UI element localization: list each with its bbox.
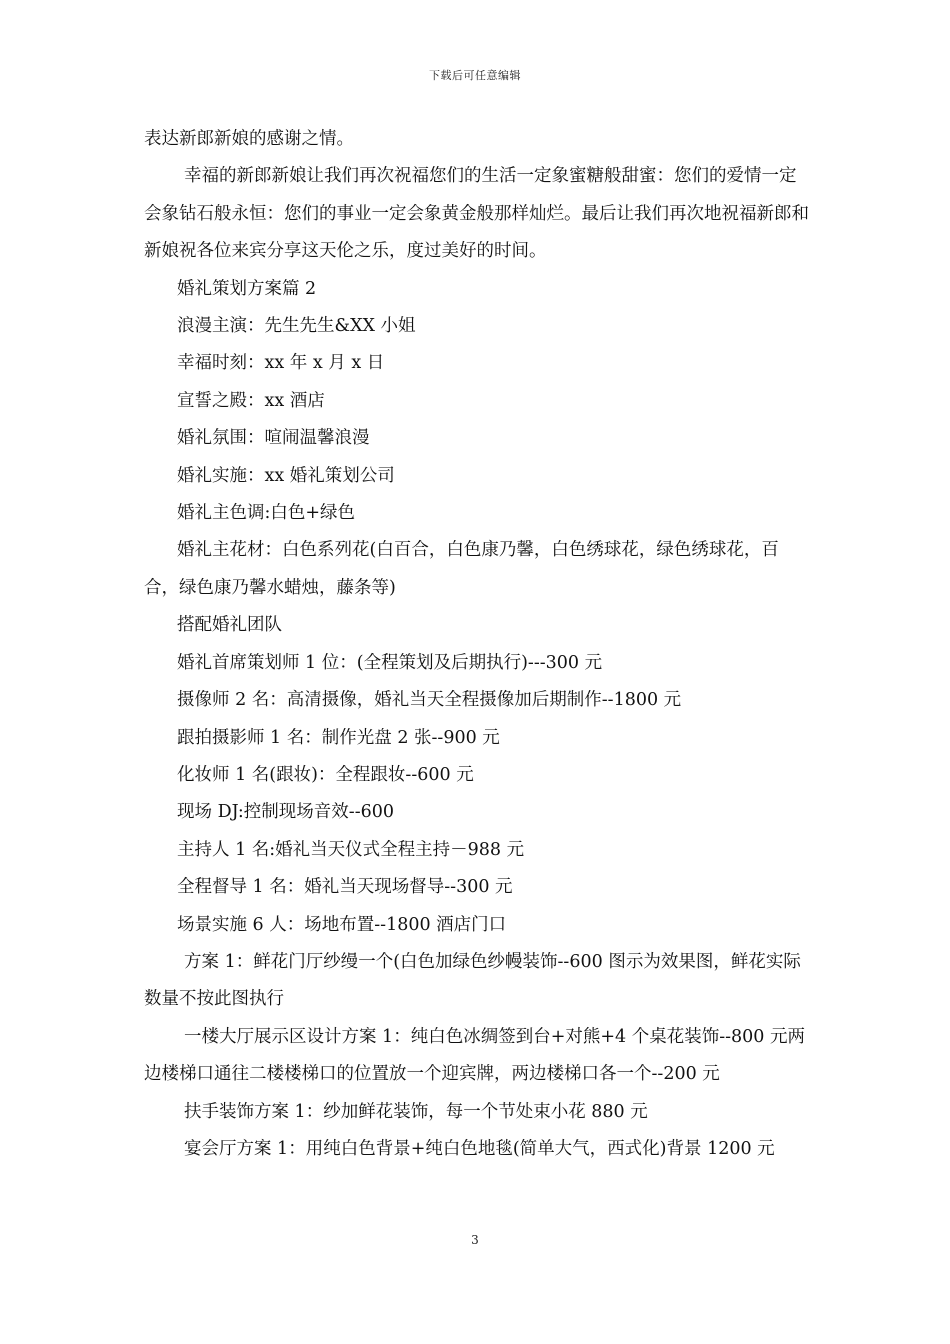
paragraph: 宣誓之殿：xx 酒店 [177,390,325,411]
paragraph: 婚礼首席策划师 1 位：(全程策划及后期执行)---300 元 [177,652,603,673]
page-number: 3 [471,1233,479,1247]
paragraph: 幸福的新郎新娘让我们再次祝福您们的生活一定象蜜糖般甜蜜：您们的爱情一定会象钻石般永恒：您们的事业一定会象黄金般那样灿烂。最后让我们再次地祝福新郎和新娘祝各位来宾分享这天伦之乐，度过美好的时间。 [144,166,809,262]
paragraph: 浪漫主演：先生先生&XX 小姐 [177,316,416,337]
paragraph: 扶手装饰方案 1：纱加鲜花装饰，每一个节处束小花 880 元 [184,1101,648,1122]
paragraph: 表达新郎新娘的感谢之情。 [144,129,354,149]
paragraph: 现场 DJ:控制现场音效--600 [177,802,395,823]
paragraph: 搭配婚礼团队 [177,615,282,636]
document-body [144,121,812,1168]
paragraph: 场景实施 6 人：场地布置--1800 酒店门口 [177,914,507,935]
paragraph: 化妆师 1 名(跟妆)：全程跟妆--600 元 [177,764,474,785]
paragraph: 婚礼主色调:白色+绿色 [177,503,356,524]
paragraph: 婚礼主花材：白色系列花(白百合，白色康乃馨，白色绣球花，绿色绣球花，百合，绿色康乃馨水蜡烛，藤条等) [144,540,779,598]
paragraph: 跟拍摄影师 1 名：制作光盘 2 张--900 元 [177,727,500,748]
paragraph: 婚礼氛围：喧闹温馨浪漫 [177,428,370,449]
paragraph: 方案 1：鲜花门厅纱缦一个(白色加绿色纱幔装饰--600 图示为效果图，鲜花实际数量不按此图执行 [144,951,801,1010]
paragraph: 主持人 1 名:婚礼当天仪式全程主持－988 元 [177,839,525,860]
paragraph: 婚礼实施：xx 婚礼策划公司 [177,465,395,486]
paragraph: 全程督导 1 名：婚礼当天现场督导--300 元 [177,877,513,898]
page-header: 下载后可任意编辑 [429,69,521,82]
paragraph: 宴会厅方案 1：用纯白色背景+纯白色地毯(简单大气，西式化)背景 1200 元 [184,1138,775,1159]
paragraph: 婚礼策划方案篇 2 [177,278,317,299]
paragraph: 摄像师 2 名：高清摄像，婚礼当天全程摄像加后期制作--1800 元 [177,690,682,711]
paragraph: 一楼大厅展示区设计方案 1：纯白色冰绸签到台+对熊+4 个桌花装饰--800 元两边楼梯口通往二楼楼梯口的位置放一个迎宾牌，两边楼梯口各一个--200 元 [144,1026,806,1085]
paragraph: 幸福时刻：xx 年 x 月 x 日 [177,353,385,374]
